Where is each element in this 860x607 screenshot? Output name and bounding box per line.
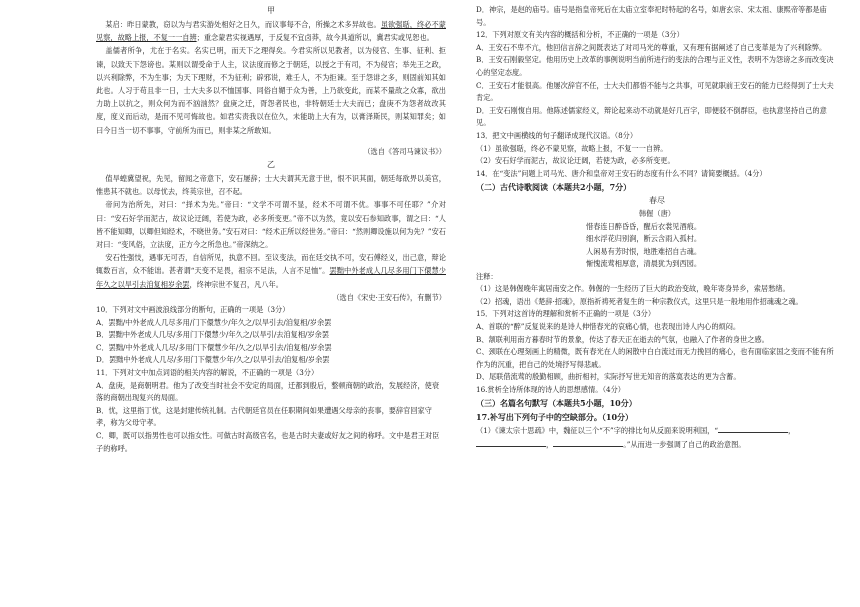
poem-line-3: 人闲易有芳时恨，地胜难招自古魂。 (586, 246, 702, 256)
question-11-option-c: C．卿，既可以指男性也可以指女性。可做古时高级官名，也是古时夫妻或好友之间的称呼。文中是君王对臣子的称呼。 (96, 431, 440, 453)
passage-jia-paragraph-2: 盖儒者所争，尤在于名实。名实已明，而天下之理得矣。今君实所以见教者，以为侵官、生事、征利、拒谏，以致天下怨谤也。某则以谓受命于人主，议法度而修之于朝廷，以授之于有司，不为侵官；举先王之政，以兴利除弊，不为生事；为天下理财，不为征利；辟邪说，难壬人，不为拒谏。至于怨诽之多，则固前知其如此也。人习于苟且非一日，士大夫多以不恤国事、同俗自媚于众为善，上乃欲变此，而某不量敌之众寡，欲出力助上以抗之，则众何为而不汹汹然？盘庚之迁，胥怨者民也，非特朝廷士大夫而已；盘庚不为怨者故改其度，度义而后动，是而不见可悔故也。如君实责我以在位久，未能助上大有为，以膏泽斯民，则某知罪矣；如曰今日当一切不事事，守前所为而已，则非某之所敢知。 (96, 46, 446, 135)
question-10-option-d: D．罢黜中外老成人几尽/多用门下儇慧少年/久之/以旱引去/洎复相/岁余罢 (96, 355, 330, 365)
question-11-option-d: D．神宗，是赵的庙号。庙号是指皇帝死后在太庙立室奉祀时特起的名号，如唐玄宗、宋太祖、康熙帝等都是庙号。 (476, 5, 827, 27)
question-11-option-b: B．忧，这里指丁忧，这是封建传统礼制。古代朝廷官员在任职期间如果遭遇父母亲的丧事，要辞官回家守孝，称为父母守孝。 (96, 405, 432, 428)
text-span: ；重念蒙君实视遇厚，于反复不宜卤莽，故今具道所以，冀君实或见恕也。 (196, 33, 434, 43)
question-10: 10．下列对文中画波浪线部分的断句，正确的一项是（3分） (96, 305, 290, 315)
passage-yi-source: （选自《宋史·王安石传》，有删节） (332, 292, 446, 302)
notes-heading: 注释： (476, 271, 498, 281)
question-12-option-c: C．王安石才能很高。他屡次辞官不任，士大夫们都悟不能与之共事，可见就职前王安石的能力已经得到了士大夫肯定。 (476, 80, 834, 103)
question-11-option-a: A．盘庚，是商朝明君。他为了改变当时社会不安定的局面，迁都到殷后，整顿商朝的政治，发展经济，使衰落的商朝出现复兴的局面。 (96, 380, 440, 403)
passage-jia-title: 甲 (267, 6, 275, 15)
text-span: ，终神宗世不复召，凡八年。 (189, 279, 283, 289)
question-11: 11．下列对文中加点词语的相关内容的解说，不正确的一项是（3分） (96, 368, 319, 378)
note-2: （2）招魂，语出《楚辞·招魂》，原指祈祷死者复生的一种宗教仪式，这里只是一般地用作招魂魂之魂。 (476, 296, 803, 306)
text-span: 。”从而进一步强调了自己的政治意图。 (623, 440, 746, 450)
poem-line-4: 惭愧流莺相厚意，清晨犹为到西园。 (586, 259, 702, 269)
question-12-option-a: A．王安石不卑不亢，他回信言辞之间既表达了对司马光的尊重，又有理有据阐述了自己变革是为了兴利除弊。 (476, 42, 827, 52)
question-17-part-1: （1）《谏太宗十思疏》中，魏征以三个“不”字的排比句从反面来说明利国，“ ，， 。”从而进一步强调了自己的政治意图。 (476, 426, 796, 450)
question-15-option-b: B、颔联利用南方暮春时节的景象，传达了春天正在逝去的气氛，也融入了作者的身世之感。 (476, 334, 769, 344)
text-span: 某启：昨日蒙教，窃以为与君实游处相好之日久，而议事每不合，所操之术多异故也。 (105, 20, 381, 29)
question-15-option-c: C、颈联在心理刻画上的精微，既有春光在人的闲散中白白流过而无力挽回的痛心，也有面临家国之变而不能有所作为的沉重，把自己的处境抒写得悲戚。 (476, 347, 834, 369)
question-13: 13．把文中画横线的句子翻译成现代汉语。（8分） (476, 130, 638, 140)
note-1: （1）这是韩偓晚年寓居南安之作。韩偓的一生经历了巨大的政治变故，晚年寄身异乡，索居愁绪。 (476, 284, 790, 294)
section-3-heading: （三）名篇名句默写（本题共5小题，10分） (476, 398, 637, 409)
poem-title: 春尽 (649, 196, 665, 206)
question-15: 15．下列对这首诗的理解和赏析不正确的一项是（3分） (476, 309, 656, 319)
question-12-option-d: D．王安石刚愎自用。他陈述儒家经义，辩论起来动不动就是好几百字，即便驳不倒群臣，也执意坚持自己的意见。 (476, 105, 827, 128)
passage-yi-paragraph-1: 值旱蝗冀望祝，先见，留闻之帝意下，安石屡辞；士大夫谓其无意于世，恨不识其面，朝廷每欲畀以美官，惟患其不就也。以母忧去，终英宗世，召不起。 (96, 174, 446, 197)
question-13-part-2: （2）安石好学而泥古，故议论迂阔，若使为政，必多所变更。 (476, 156, 675, 166)
answer-blank[interactable] (476, 438, 546, 447)
question-14: 14．在“变法”问题上司马光、唐介和皇帝对王安石的态度有什么不同？请简要概括。（4分） (476, 168, 767, 178)
passage-yi-paragraph-3 (96, 251, 446, 291)
question-13-part-1: （1）虽欲强聒，终必不蒙见察，故略上报，不复一一自辨。 (476, 143, 668, 153)
question-12-option-b: B．王安石刚毅坚定。他用历史上改革的事例说明当前所进行的变法的合理与正义性，表明不为怨谤之多而改变决心的坚定态度。 (476, 55, 834, 77)
poem-line-2: 细水浮花归别涧，断云含雨入孤村。 (586, 234, 702, 244)
question-16: 16.赏析全诗所体现的诗人的思想感情。（4分） (476, 384, 625, 394)
passage-jia-paragraph-1 (96, 18, 446, 44)
text-span: （1）《谏太宗十思疏》中，魏征以三个“不”字的排比句从反面来说明利国，“ (476, 426, 718, 436)
answer-blank[interactable] (553, 438, 623, 447)
question-15-option-a: A、首联的“醉”反复说来的是诗人伸惜春光的哀痛心情，也表现出诗人内心的烦闷。 (476, 321, 741, 331)
question-10-option-c: C．罢黜/中外老成人几尽/多用门下儇慧少年/久之/以旱引去/洎复相/岁余罢 (96, 342, 332, 352)
question-17: 17.补写出下列句子中的空缺部分。（10分） (476, 412, 634, 423)
answer-blank[interactable] (718, 424, 788, 433)
passage-yi-paragraph-2: 帝问为治所先，对曰：“择术为先。”帝曰：“文学不可谓不显，经术不可谓不优。事事不可任耶？”介对曰：“安石好学而泥古，故议论迂阔，若使为政，必多所变更。”帝不以为然，竟以安石参知政事，谓之曰：“人皆不能知卿，以卿但知经术，不晓世务。”安石对曰：“经术正所以经世务。”帝曰：“然则卿设施以何为先？”安石对曰：“变风俗，立法度，正方今之所急也。”帝深纳之。 (96, 200, 446, 250)
poem-author: 韩偓（唐） (639, 209, 675, 219)
passage-jia-source: （选自《答司马谏议书》） (363, 146, 446, 156)
underlined-sentence: 虽欲强聒，终必不蒙见察，故略上报，不复一一自辨 (96, 20, 446, 43)
question-15-option-d: D、尾联借流莺的殷勤相顾，曲折相衬，实际抒写世无知音的落寞表达的更为含蓄。 (476, 372, 741, 382)
question-10-option-a: A．罢黜/中外老成人几尽多用/门下儇慧少/年久之/以旱引去/洎复相/岁余罢 (96, 317, 332, 327)
section-2-heading: （二）古代诗歌阅读（本题共2小题，7分） (476, 182, 632, 193)
poem-line-1: 惜春连日醉昏昏，醒后衣裳见酒痕。 (586, 221, 702, 231)
passage-yi-title: 乙 (267, 160, 275, 170)
text-span: 安石性强忮，遇事无可否，自信所见，执意不回。至议变法，而在廷交执不可，安石傅经义，出己意，辩论辄数百言，众不能诎。甚者谓“天变不足畏，祖宗不足法，人言不足恤”。 (96, 253, 446, 276)
question-10-option-b: B．罢黜中外老成人几尽/多用门下儇慧少/年久之/以旱引/去洎复相/岁余罢 (96, 330, 330, 340)
question-12: 12．下列对原文有关内容的概括和分析，不正确的一项是（3分） (476, 30, 684, 40)
left-column (96, 4, 446, 455)
right-column (476, 4, 838, 452)
wavy-underlined-sentence: 罢黜中外老成人几尽多用门下儇慧少年久之以旱引去洎复相岁余罢 (96, 266, 446, 289)
